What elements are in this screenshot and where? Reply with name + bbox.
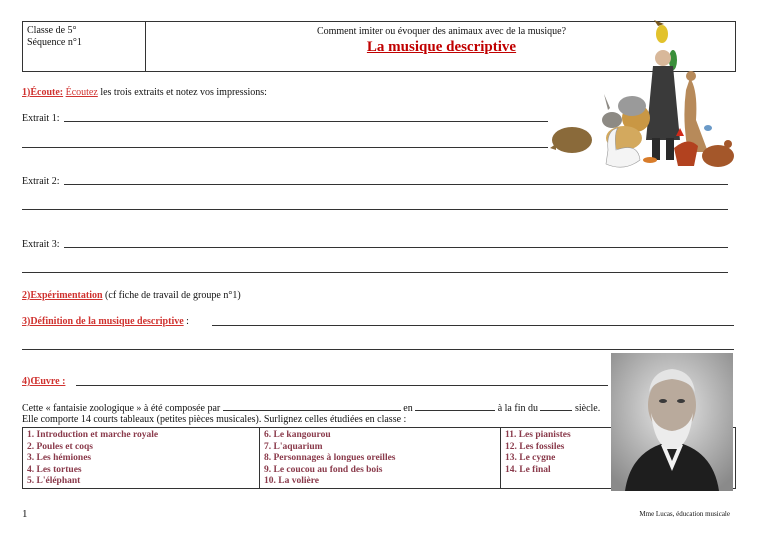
definition-answer-line[interactable]: [212, 325, 734, 326]
section-2-text: (cf fiche de travail de groupe n°1): [105, 290, 241, 301]
extrait-3-answer-line[interactable]: [64, 247, 728, 248]
section-3-heading: [22, 316, 189, 328]
extrait-1-answer-line-2[interactable]: [22, 147, 548, 148]
list-item[interactable]: 9. Le coucou au fond des bois: [264, 464, 383, 475]
list-item[interactable]: 5. L'éléphant: [27, 476, 81, 486]
list-item[interactable]: 14. Le final: [505, 464, 551, 475]
section-2-heading: [22, 290, 241, 302]
extrait-3-answer-line-2[interactable]: [22, 272, 728, 273]
section-1-text: les trois extraits et notez vos impressions:: [100, 87, 267, 98]
oeuvre-answer-line[interactable]: [76, 385, 608, 386]
extrait-1-answer-line[interactable]: [64, 121, 548, 122]
section-1-heading: [22, 87, 267, 99]
list-item[interactable]: 10. La volière: [264, 476, 319, 486]
extrait-2-answer-line[interactable]: [64, 184, 728, 185]
section-4-label: 4)Œuvre :: [22, 376, 66, 387]
section-4-heading: [22, 376, 65, 388]
list-item[interactable]: 11. Les pianistes: [505, 430, 571, 440]
section-3-label: 3)Définition de la musique descriptive: [22, 316, 184, 327]
list-item[interactable]: 7. L'aquarium: [264, 441, 323, 452]
class-label: Classe de 5°: [27, 25, 77, 36]
sequence-label: Séquence n°1: [27, 37, 82, 48]
page-number: 1: [22, 508, 28, 520]
oeuvre-text-fin-du: à la fin du: [497, 403, 538, 414]
header-question: Comment imiter ou évoquer des animaux avec de la musique?: [316, 26, 567, 37]
extrait-2-label: Extrait 2:: [22, 176, 60, 187]
header-class-info: [23, 22, 146, 71]
oeuvre-line-2: Elle comporte 14 courts tableaux (petites pièces musicales). Surlignez celles étudiées en classe :: [22, 414, 407, 425]
oeuvre-text-composed-by: Cette « fantaisie zoologique » à été composée par: [22, 403, 221, 414]
oeuvre-text-siecle: siècle.: [574, 403, 601, 414]
extrait-3-label: Extrait 3:: [22, 239, 60, 250]
year-blank[interactable]: [415, 402, 495, 411]
section-2-label: 2)Expérimentation: [22, 290, 103, 301]
section-1-label: 1)Écoute:: [22, 87, 64, 98]
extrait-2-answer-line-2[interactable]: [22, 209, 728, 210]
tableaux-column-1: [23, 428, 259, 488]
list-item[interactable]: 3. Les hémiones: [27, 453, 92, 463]
tableaux-column-2: [259, 428, 500, 488]
animals-illustration: [548, 20, 740, 182]
composer-blank[interactable]: [223, 402, 401, 411]
page-title: La musique descriptive: [366, 39, 517, 55]
extrait-1-label: Extrait 1:: [22, 113, 60, 124]
list-item[interactable]: 2. Poules et coqs: [27, 441, 93, 452]
oeuvre-text-en: en: [403, 403, 413, 414]
list-item[interactable]: 12. Les fossiles: [505, 441, 565, 452]
section-3-colon: :: [186, 316, 189, 327]
century-blank[interactable]: [540, 402, 572, 411]
list-item[interactable]: 8. Personnages à longues oreilles: [264, 453, 396, 463]
composer-portrait: [611, 353, 733, 491]
list-item[interactable]: 4. Les tortues: [27, 464, 82, 475]
section-1-word: Écoutez: [65, 87, 98, 98]
author-credit: Mme Lucas, éducation musicale: [639, 510, 730, 518]
list-item[interactable]: 1. Introduction et marche royale: [27, 430, 159, 440]
definition-answer-line-2[interactable]: [22, 349, 734, 350]
list-item[interactable]: 6. Le kangourou: [264, 430, 331, 440]
list-item[interactable]: 13. Le cygne: [505, 453, 556, 463]
